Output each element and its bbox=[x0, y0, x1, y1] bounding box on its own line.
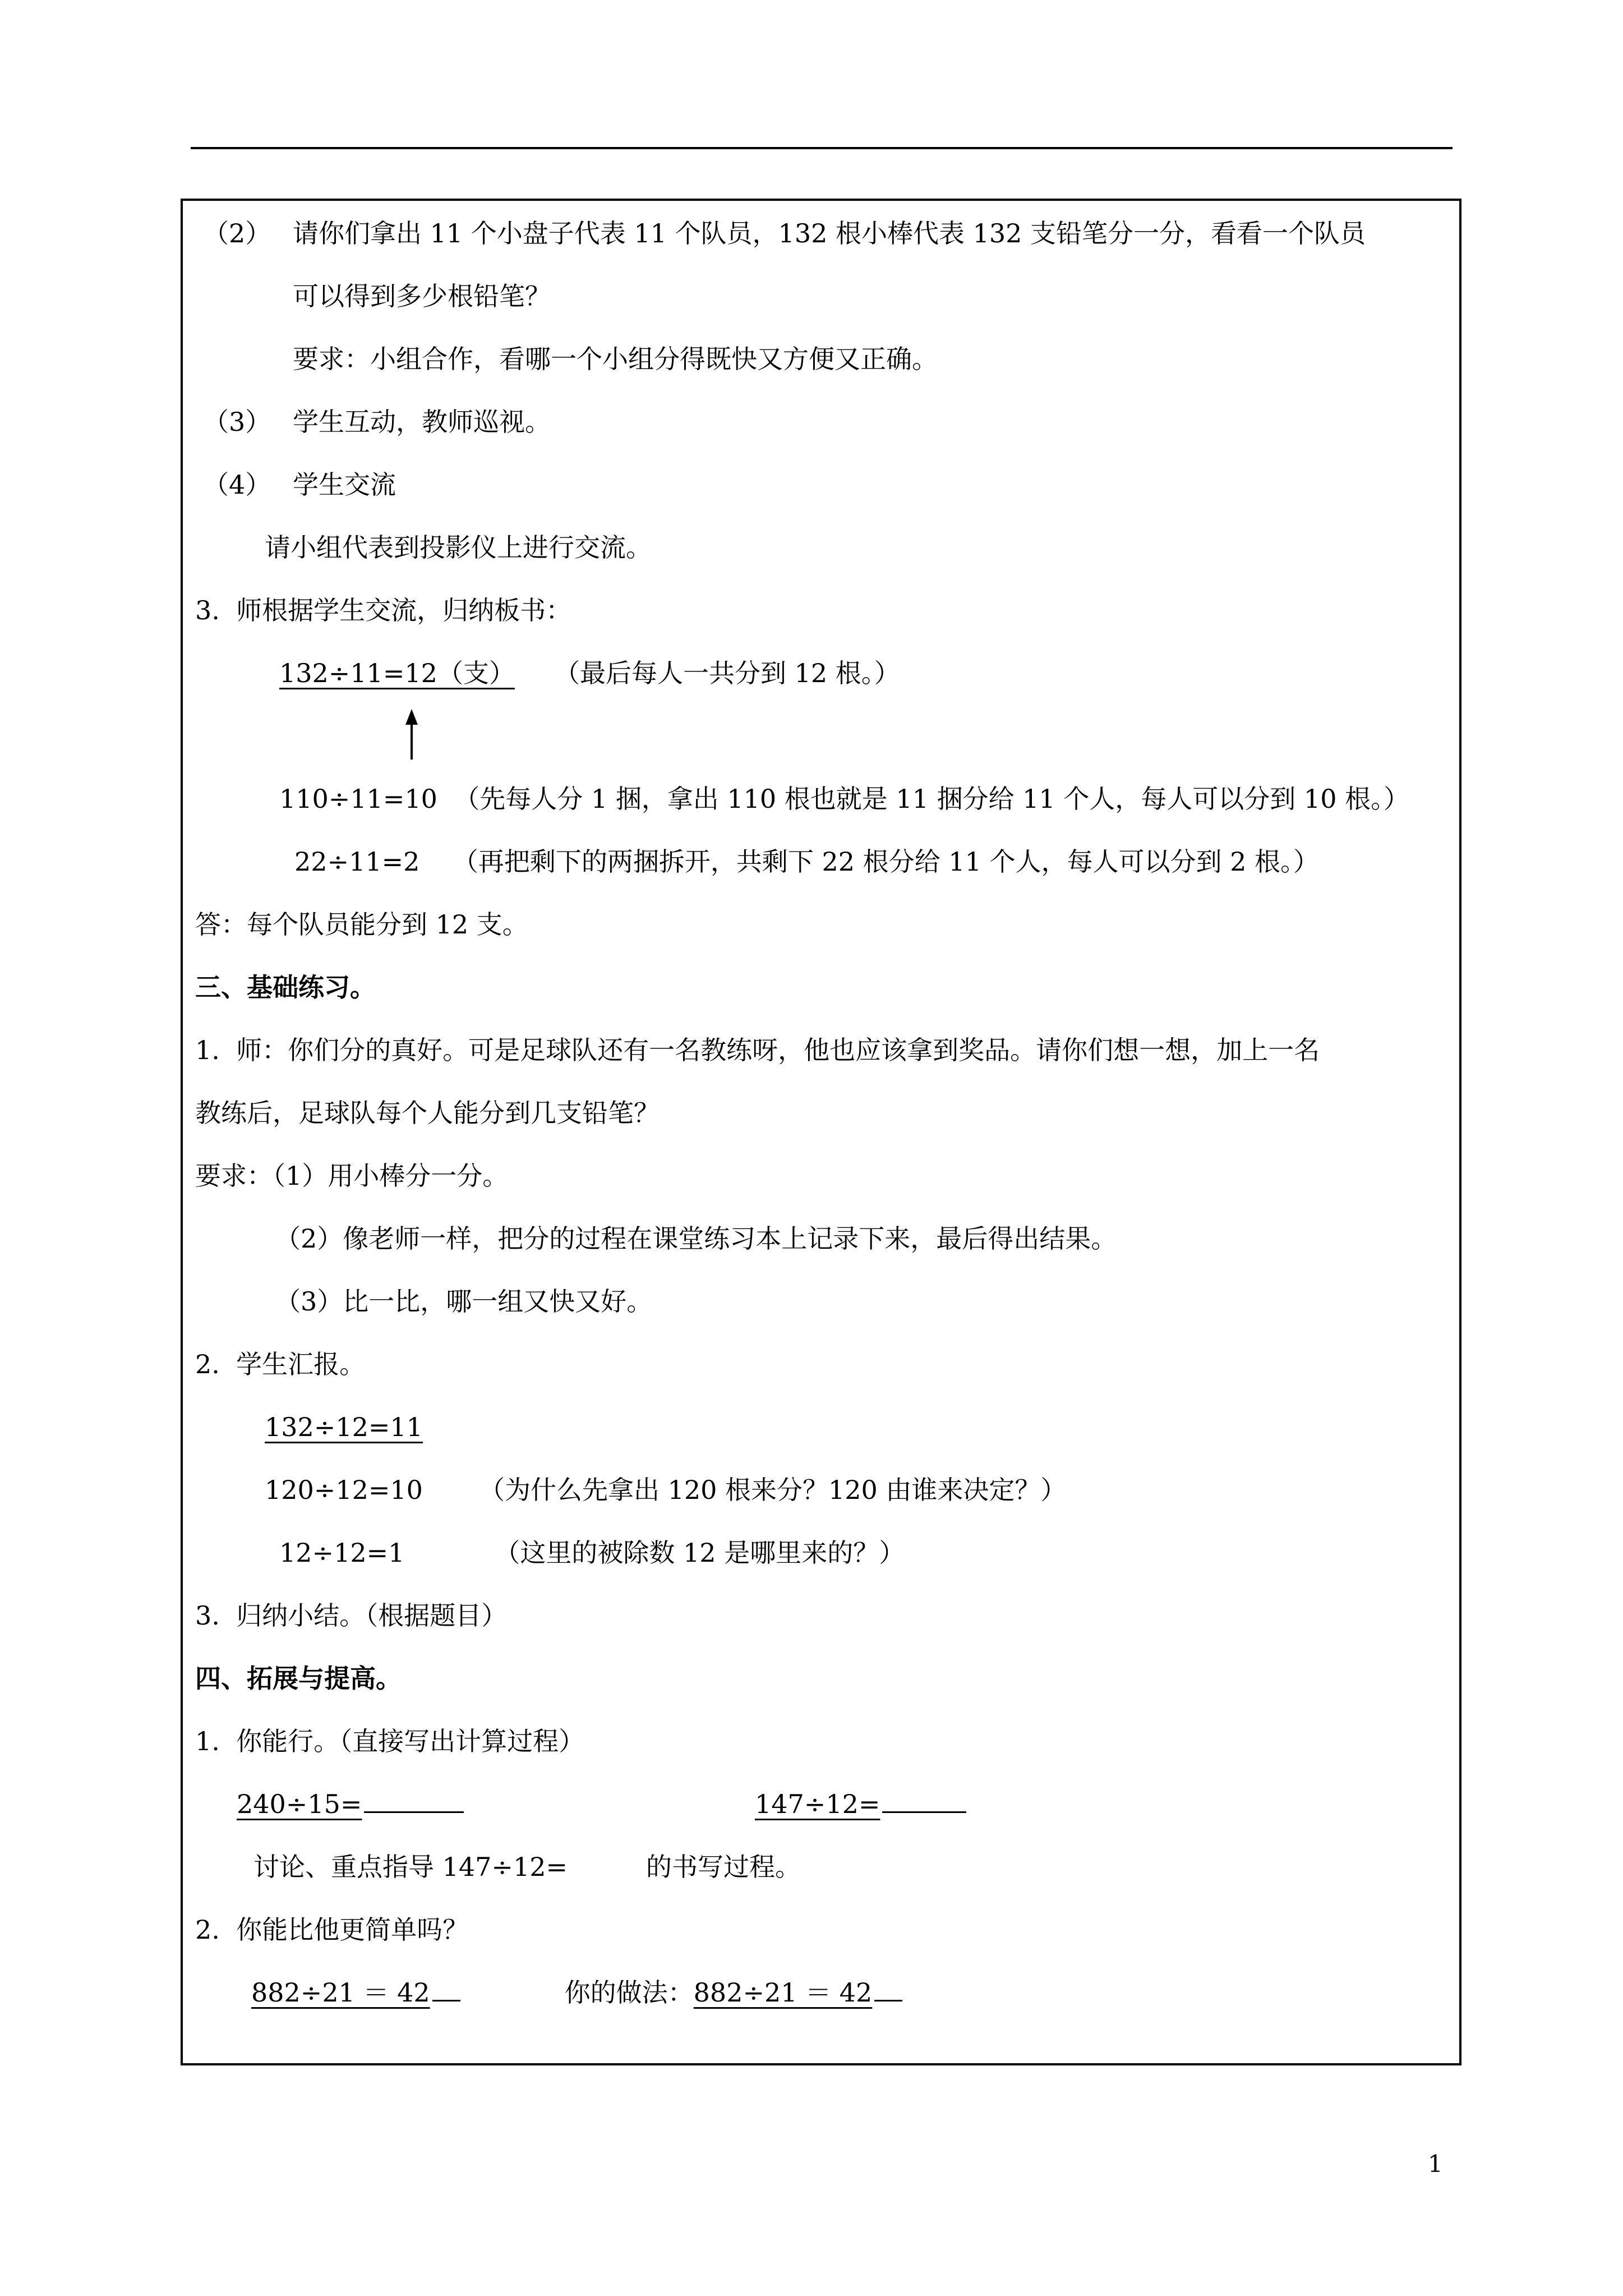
section-3-heading: 三、基础练习。 bbox=[195, 972, 376, 1002]
report-step-1 bbox=[265, 1473, 1066, 1507]
exercise-left bbox=[237, 1787, 464, 1821]
discussion-after: 的书写过程。 bbox=[646, 1852, 801, 1882]
report-step-1-note: （为什么先拿出 120 根来分？120 由谁来决定？） bbox=[478, 1475, 1067, 1505]
answer-blank bbox=[364, 1811, 464, 1813]
compare-right: 882÷21 ＝ 42 bbox=[693, 1977, 873, 2008]
item-2-text-cont: 可以得到多少根铅笔？ bbox=[293, 281, 551, 311]
compare-label: 你的做法： bbox=[564, 1977, 694, 2008]
extension-1-heading: 1. 你能行。（直接写出计算过程） bbox=[195, 1726, 585, 1756]
requirement-3: （3）比一比，哪一组又快又好。 bbox=[275, 1286, 653, 1317]
item-3-text: 学生互动，教师巡视。 bbox=[293, 407, 551, 437]
step-3-heading: 3. 师根据学生交流，归纳板书： bbox=[195, 595, 572, 625]
extension-2-heading: 2. 你能比他更简单吗？ bbox=[195, 1915, 469, 1945]
report-step-2-eq: 12÷12=1 bbox=[279, 1538, 405, 1568]
exercise-right-eq: 147÷12= bbox=[755, 1789, 880, 1819]
header-rule bbox=[191, 147, 1453, 149]
item-2-requirement: 要求：小组合作，看哪一个小组分得既快又方便又正确。 bbox=[293, 344, 938, 374]
board-equation-main bbox=[279, 656, 900, 690]
exercise-1-text: 1. 师：你们分的真好。可是足球队还有一名教练呀，他也应该拿到奖品。请你们想一想，加上一名 bbox=[195, 1035, 1320, 1065]
discussion-line bbox=[253, 1850, 801, 1884]
exercise-right bbox=[755, 1787, 966, 1821]
exercise-left-eq: 240÷15= bbox=[237, 1789, 362, 1819]
answer-blank bbox=[874, 2000, 902, 2001]
requirement-1: 要求：（1）用小棒分一分。 bbox=[195, 1161, 509, 1191]
page-number: 1 bbox=[1428, 2150, 1443, 2178]
up-arrow-icon bbox=[405, 709, 418, 760]
compare-line bbox=[251, 1976, 902, 2009]
board-equation-note: （最后每人一共分到 12 根。） bbox=[554, 658, 900, 688]
discussion-before: 讨论、重点指导 147÷12= bbox=[253, 1852, 568, 1882]
item-3-num: （3） bbox=[203, 407, 271, 437]
board-step-2: 22÷11=2 （再把剩下的两捆拆开，共剩下 22 根分给 11 个人，每人可以分到 2 根。） bbox=[294, 846, 1319, 877]
item-2-num: （2） bbox=[203, 218, 271, 249]
compare-left: 882÷21 ＝ 42 bbox=[251, 1977, 430, 2008]
item-4-text: 学生交流 bbox=[293, 470, 396, 500]
answer-blank bbox=[882, 1811, 966, 1813]
answer-line: 答：每个队员能分到 12 支。 bbox=[195, 909, 528, 940]
report-step-1-eq: 120÷12=10 bbox=[265, 1475, 423, 1505]
item-2-text: 请你们拿出 11 个小盘子代表 11 个队员，132 根小棒代表 132 支铅笔分一分，看看一个队员 bbox=[293, 218, 1366, 249]
item-4-num: （4） bbox=[203, 470, 271, 500]
section-4-heading: 四、拓展与提高。 bbox=[195, 1663, 402, 1694]
report-step-2 bbox=[279, 1536, 905, 1570]
student-report-heading: 2. 学生汇报。 bbox=[195, 1349, 366, 1379]
board-step-1: 110÷11=10 （先每人分 1 捆，拿出 110 根也就是 11 捆分给 11 个人，每人可以分到 10 根。） bbox=[279, 784, 1410, 814]
item-4-detail: 请小组代表到投影仪上进行交流。 bbox=[265, 532, 652, 563]
answer-blank bbox=[432, 2000, 460, 2001]
board-equation: 132÷11=12（支） bbox=[279, 658, 515, 688]
exercise-1-text-cont: 教练后，足球队每个人能分到几支铅笔？ bbox=[195, 1098, 660, 1128]
requirement-2: （2）像老师一样，把分的过程在课堂练习本上记录下来，最后得出结果。 bbox=[275, 1223, 1117, 1254]
report-equation: 132÷12=11 bbox=[265, 1412, 423, 1442]
summary-line: 3. 归纳小结。（根据题目） bbox=[195, 1600, 508, 1631]
report-step-2-note: （这里的被除数 12 是哪里来的？） bbox=[494, 1538, 905, 1568]
